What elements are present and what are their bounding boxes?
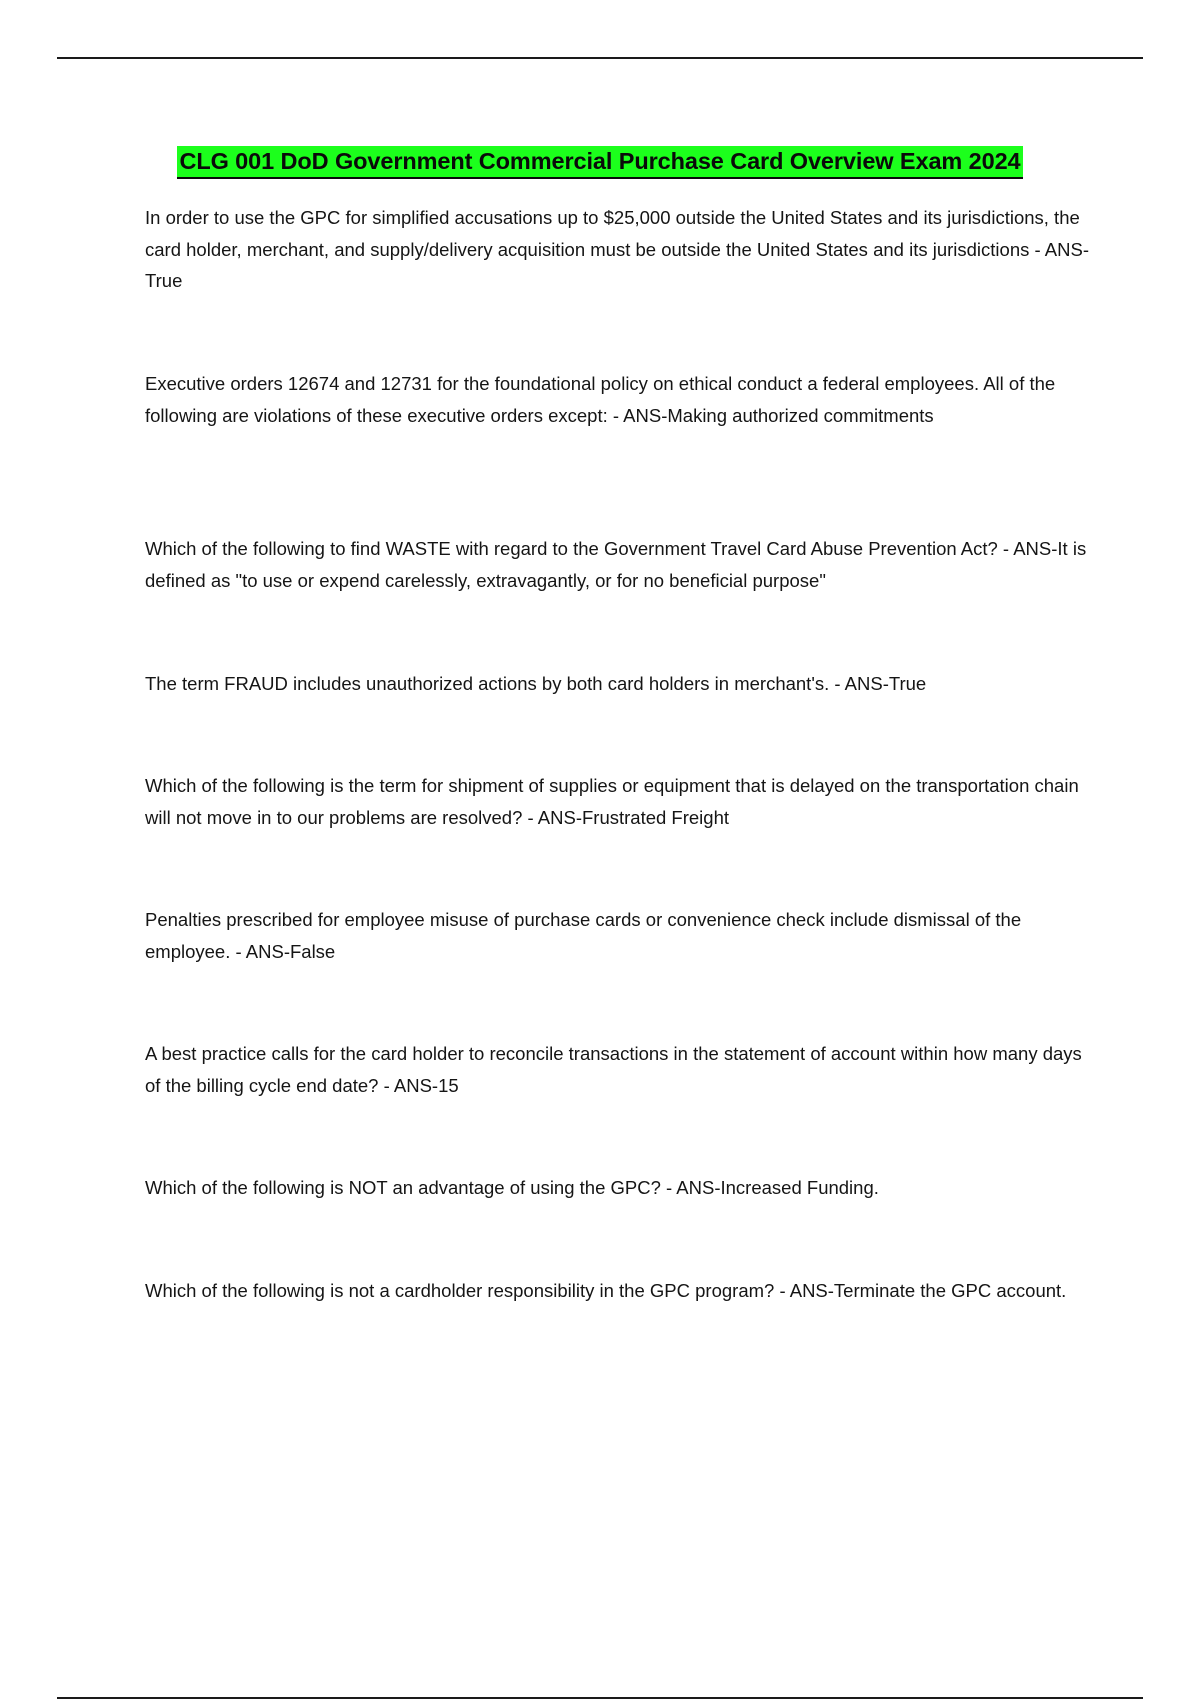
qa-item-8: Which of the following is NOT an advantage of using the GPC? - ANS-Increased Funding. — [145, 1177, 879, 1198]
qa-item-9: Which of the following is not a cardholder responsibility in the GPC program? - ANS-Terminate the GPC account. — [145, 1280, 1067, 1301]
qa-item-4: The term FRAUD includes unauthorized actions by both card holders in merchant's. - ANS-True — [145, 673, 927, 694]
qa-item-2: Executive orders 12674 and 12731 for the foundational policy on ethical conduct a federal employees. All of the following are violations of these executive orders except: - ANS-Making authorized commitments — [145, 373, 1056, 426]
qa-item-7: A best practice calls for the card holder to reconcile transactions in the statement of account within how many days of the billing cycle end date? - ANS-15 — [145, 1043, 1082, 1096]
title-container — [0, 146, 1200, 179]
footer-rule — [57, 1697, 1143, 1699]
qa-item-1: In order to use the GPC for simplified accusations up to $25,000 outside the United States and its jurisdictions, the card holder, merchant, and supply/delivery acquisition must be outside the United States and its jurisdictions - ANS-True — [145, 207, 1089, 291]
qa-item-3: Which of the following to find WASTE with regard to the Government Travel Card Abuse Prevention Act? - ANS-It is defined as "to use or expend carelessly, extravagantly, or for no beneficial purpose" — [145, 538, 1087, 591]
document-title: CLG 001 DoD Government Commercial Purchase Card Overview Exam 2024 — [177, 146, 1022, 179]
qa-item-5: Which of the following is the term for shipment of supplies or equipment that is delayed on the transportation chain will not move in to our problems are resolved? - ANS-Frustrated Freight — [145, 775, 1079, 828]
header-rule — [57, 57, 1143, 59]
qa-item-6: Penalties prescribed for employee misuse of purchase cards or convenience check include dismissal of the employee. - ANS-False — [145, 909, 1022, 962]
